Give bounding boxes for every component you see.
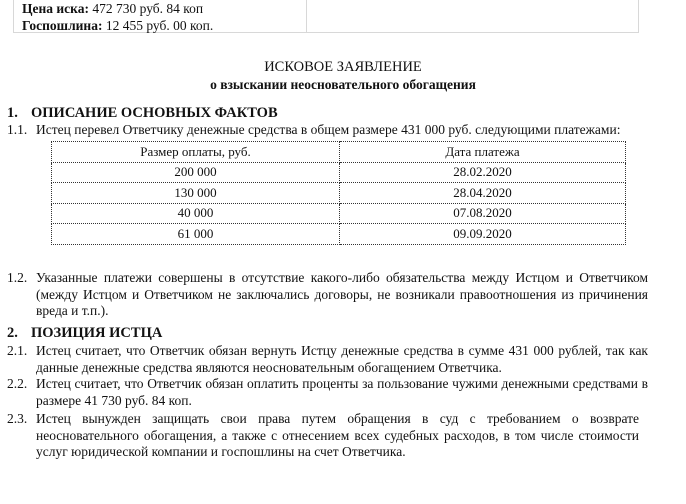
document-subtitle: о взыскании неосновательного обогащения (210, 77, 476, 92)
table-row (52, 224, 626, 245)
claim-price-line (22, 0, 306, 17)
table-header-row (52, 142, 626, 163)
paragraph-2-2 (7, 376, 648, 409)
claim-price-label: Цена иска: (22, 1, 89, 16)
table-row (52, 203, 626, 224)
paragraph-text: Истец считает, что Ответчик обязан оплатить проценты за пользование чужими денежными средствами в размере 41 730 руб. 84 коп. (36, 376, 648, 408)
amount-cell: 40 000 (52, 203, 340, 224)
date-cell: 28.04.2020 (340, 183, 626, 204)
table-row (52, 162, 626, 183)
paragraph-2-1 (7, 343, 648, 376)
paragraph-number: 2.1. (7, 343, 28, 358)
claim-price-value: 472 730 руб. 84 коп (92, 1, 204, 16)
paragraph-text: Истец вынужден защищать свои права путем обращения в суд с требованием о возврате неосновательного обогащения, а также с отнесением всех судебных расходов, в том числе стоимости услуг юридической компании и госпошлины на счет Ответчика. (36, 411, 639, 459)
amount-cell: 200 000 (52, 162, 340, 183)
document-title: ИСКОВОЕ ЗАЯВЛЕНИЕ (264, 59, 422, 75)
column-header-amount: Размер оплаты, руб. (52, 142, 340, 163)
paragraph-number: 1.1. (7, 122, 28, 137)
amount-cell: 61 000 (52, 224, 340, 245)
paragraph-text: Указанные платежи совершены в отсутствие какого-либо обязательства между Истцом и Ответчиком (между Истцом и Ответчиком не заключались договоры, не возникали правоотношения из причинения вреда и т.п.). (36, 270, 648, 318)
fee-line (22, 17, 306, 34)
paragraph-1-1 (7, 122, 648, 139)
paragraph-2-3 (7, 411, 639, 461)
claim-summary-cell (14, 0, 307, 32)
paragraph-text: Истец считает, что Ответчик обязан вернуть Истцу денежные средства в сумме 431 000 рублей, так как данные денежные средства являются неосновательным обогащением Ответчика. (36, 343, 648, 375)
paragraph-text: Истец перевел Ответчику денежные средства в общем размере 431 000 руб. следующими платежами: (36, 122, 621, 137)
paragraph-1-2 (7, 270, 648, 320)
claim-summary-empty-cell (307, 0, 638, 32)
payments-table (51, 141, 626, 245)
claim-summary-box (13, 0, 639, 33)
paragraph-number: 2.3. (7, 411, 28, 426)
fee-label: Госпошлина: (22, 18, 103, 33)
section-2-title: ПОЗИЦИЯ ИСТЦА (31, 325, 163, 341)
section-1-title: ОПИСАНИЕ ОСНОВНЫХ ФАКТОВ (31, 105, 278, 121)
fee-value: 12 455 руб. 00 коп. (105, 18, 214, 33)
paragraph-number: 1.2. (7, 270, 28, 285)
section-2-heading (7, 325, 162, 342)
section-2-number: 2. (7, 325, 18, 341)
column-header-date: Дата платежа (340, 142, 626, 163)
table-row (52, 183, 626, 204)
paragraph-number: 2.2. (7, 376, 28, 391)
date-cell: 28.02.2020 (340, 162, 626, 183)
amount-cell: 130 000 (52, 183, 340, 204)
section-1-number: 1. (7, 105, 18, 121)
section-1-heading (7, 105, 278, 122)
date-cell: 09.09.2020 (340, 224, 626, 245)
date-cell: 07.08.2020 (340, 203, 626, 224)
